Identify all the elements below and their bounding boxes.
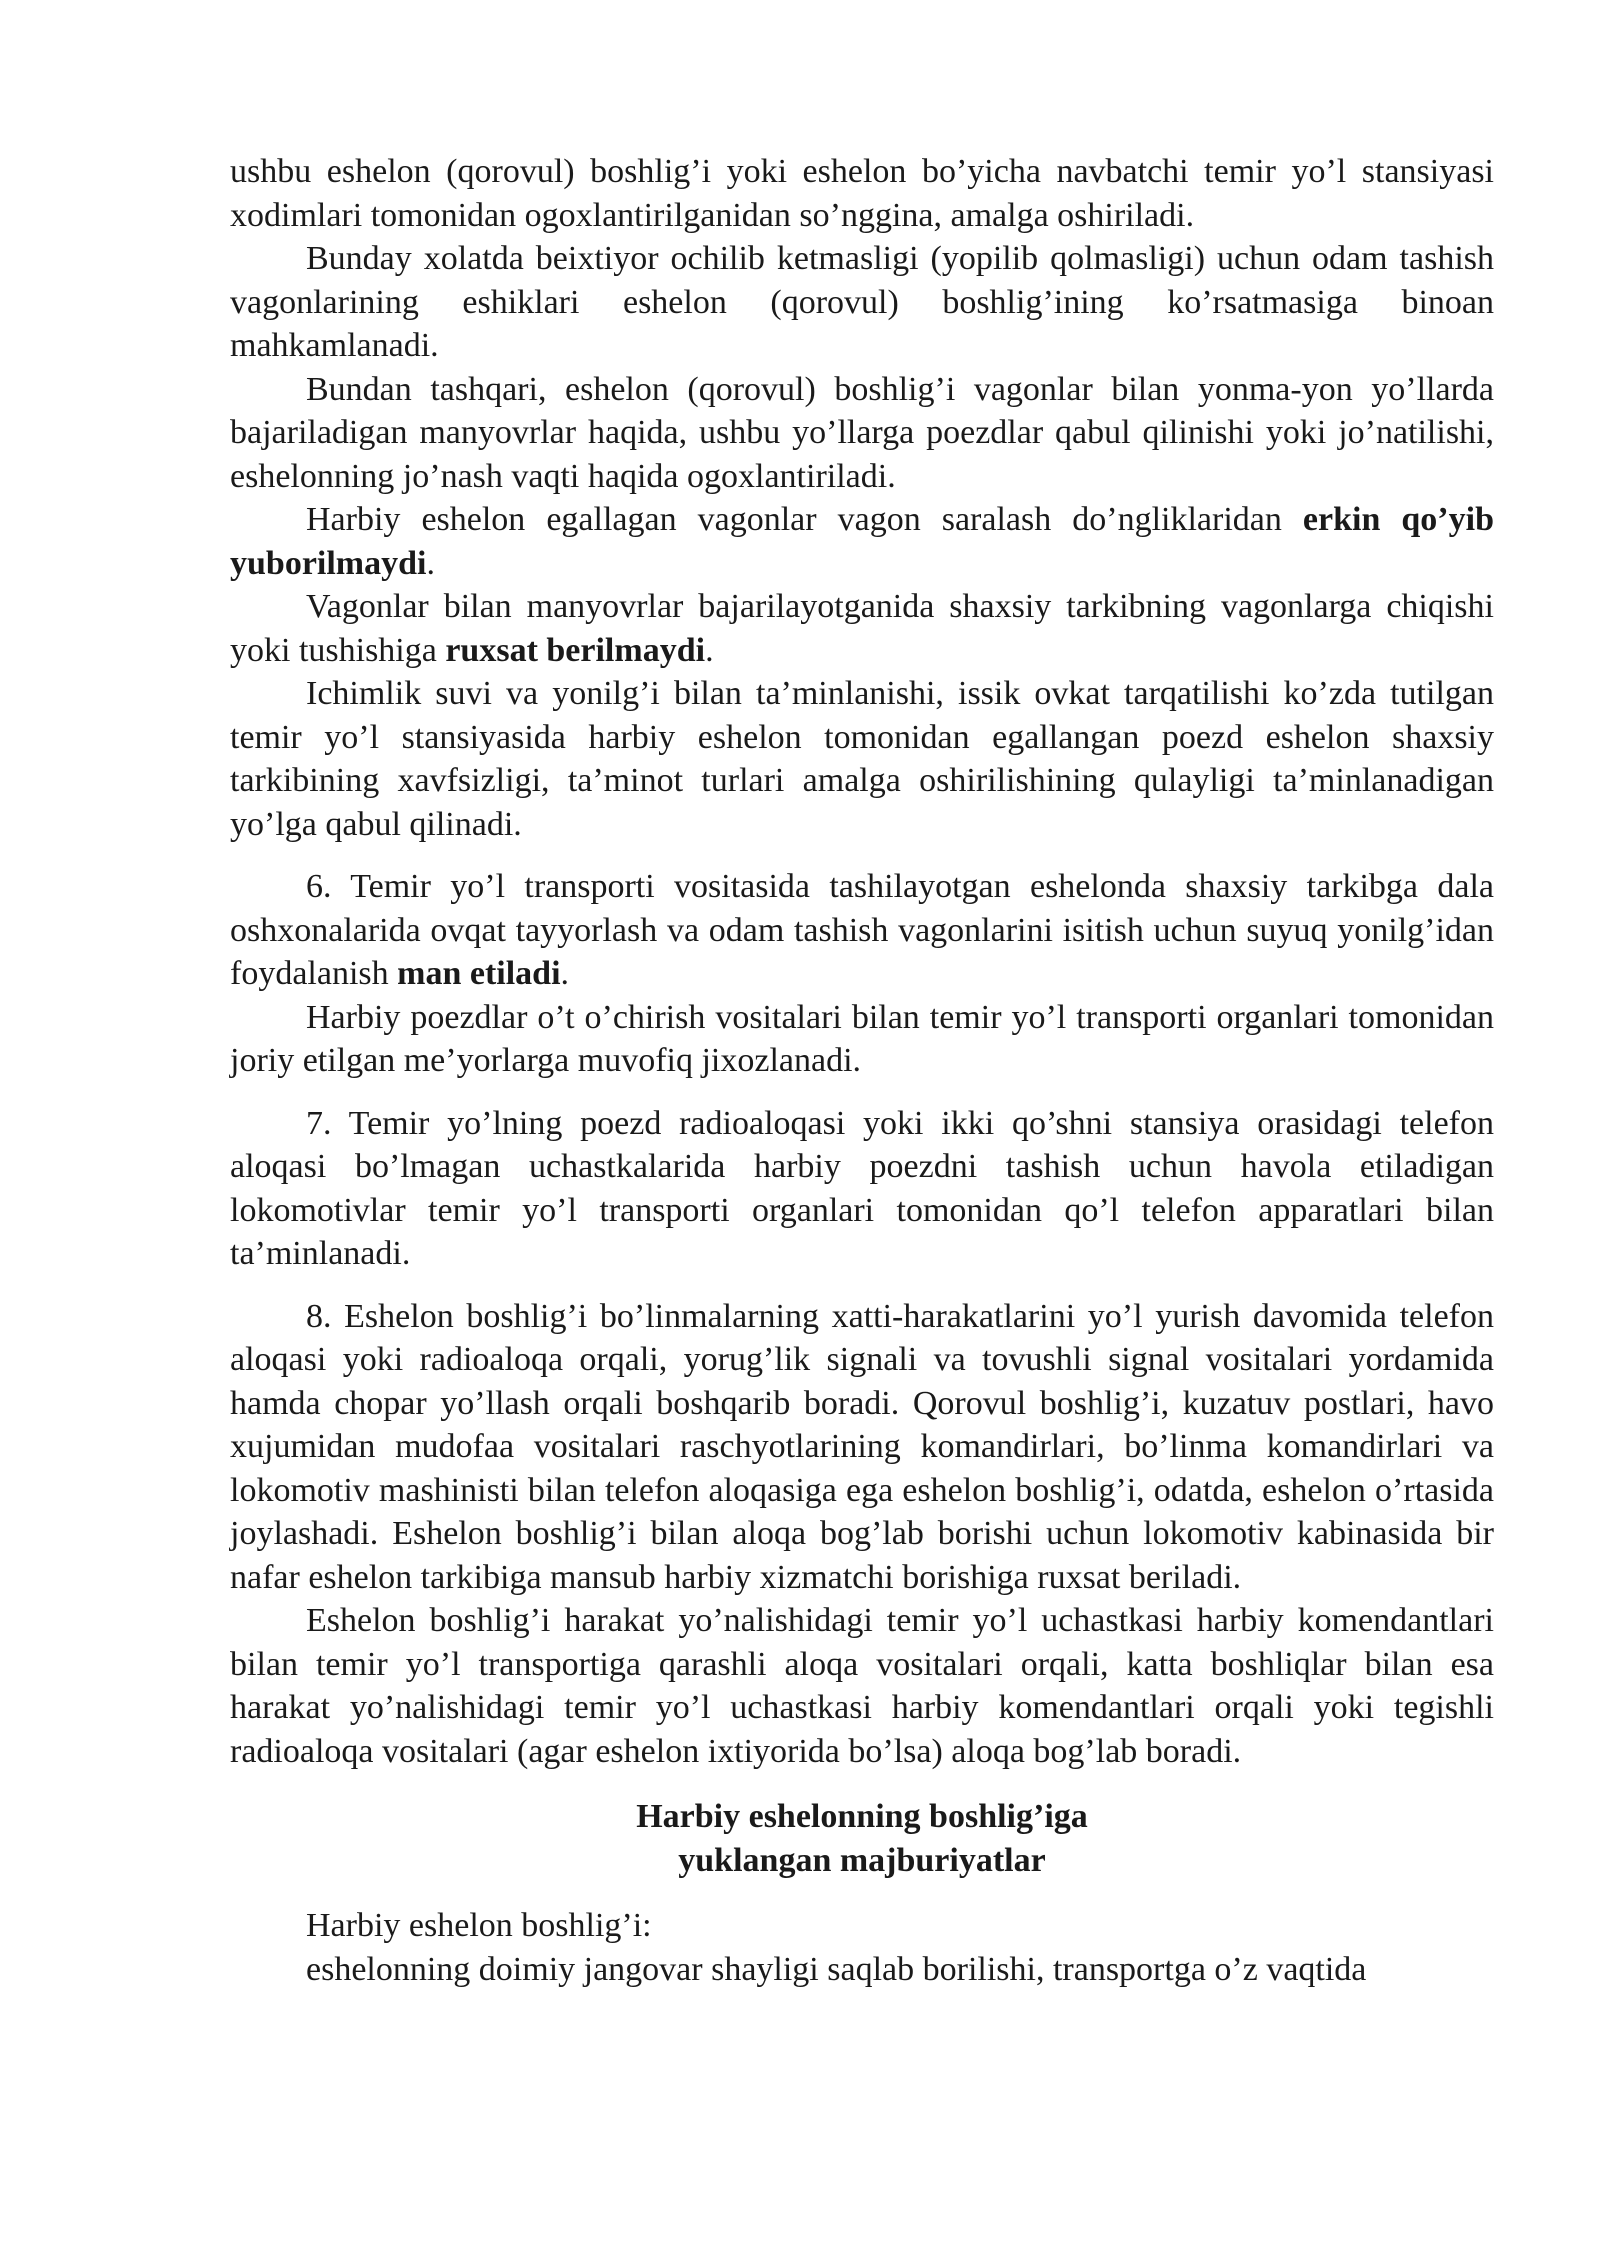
paragraph-boarding bbox=[230, 585, 1494, 672]
text-run: Vagonlar bilan manyovrlar bajarilayotganida shaxsiy tarkibning vagonlarga chiqishi yoki tushishiga bbox=[230, 588, 1494, 669]
paragraph-duties-intro: Harbiy eshelon boshlig’i: bbox=[306, 1907, 652, 1944]
bold-emphasis: ruxsat berilmaydi bbox=[445, 631, 706, 669]
paragraph-maneuver-warning: Bundan tashqari, eshelon (qorovul) boshlig’i vagonlar bilan yonma-yon yo’llarda bajariladigan manyovrlar haqida, ushbu yo’llarga poezdlar qabul qilinishi yoki jo’natilishi, eshelonning jo’nash vaqti haqida ogoxlantiriladi. bbox=[230, 370, 1494, 495]
paragraph-section-6 bbox=[230, 865, 1494, 996]
spacer bbox=[230, 1882, 1494, 1904]
bold-emphasis: man etiladi bbox=[397, 955, 561, 992]
text-run: Harbiy eshelon egallagan vagonlar vagon saralash do’ngliklaridan bbox=[306, 501, 1303, 538]
bold-emphasis: erkin qo’yib yuborilmaydi bbox=[230, 501, 1494, 582]
text-run: 6. Temir yo’l transporti vositasida tashilayotgan eshelonda shaxsiy tarkibga dala oshxonalarida ovqat tayyorlash va odam tashish vagonlarini isitish uchun suyuq yonilg’idan foydalanish bbox=[230, 868, 1494, 992]
text-run: . bbox=[426, 544, 435, 582]
paragraph-fire-equipment: Harbiy poezdlar o’t o’chirish vositalari bilan temir yo’l transporti organlari tomonidan joriy etilgan me’yorlarga muvofiq jixozlanadi. bbox=[230, 998, 1494, 1079]
heading-line-1: Harbiy eshelonning boshlig’iga bbox=[636, 1798, 1088, 1835]
paragraph-duties-first-item: eshelonning doimiy jangovar shayligi saqlab borilishi, transportga o’z vaqtida bbox=[306, 1950, 1367, 1988]
text-run: . bbox=[560, 955, 570, 992]
paragraph-door-fastening: Bunday xolatda beixtiyor ochilib ketmasligi (yopilib qolmasligi) uchun odam tashish vagonlarining eshiklari eshelon (qorovul) boshlig’ining ko’rsatmasiga binoan mahkamlanadi. bbox=[230, 240, 1494, 364]
paragraph-hump-yard bbox=[230, 498, 1494, 585]
document-page bbox=[230, 150, 1494, 1991]
text-run: . bbox=[705, 631, 714, 669]
heading-line-2: yuklangan majburiyatlar bbox=[678, 1841, 1046, 1879]
paragraph-water-fuel-supply: Ichimlik suvi va yonilg’i bilan ta’minlanishi, issik ovkat tarqatilishi ko’zda tutilgan temir yo’l stansiyasida harbiy eshelon tomonidan egallangan poezd eshelon shaxsiy tarkibining xavfsizligi, ta’minot turlari amalga oshirilishining qulayligi ta’minlanadigan yo’lga qabul qilinadi. bbox=[230, 675, 1494, 843]
paragraph-section-7: 7. Temir yo’lning poezd radioaloqasi yoki ikki qo’shni stansiya orasidagi telefon aloqasi bo’lmagan uchastkalarida harbiy poezdni tashish uchun havola etiladigan lokomotivlar temir yo’l transporti organlari tomonidan qo’l telefon apparatlari bilan ta’minlanadi. bbox=[230, 1104, 1494, 1272]
section-heading bbox=[230, 1795, 1494, 1882]
paragraph-continuation: ushbu eshelon (qorovul) boshlig’i yoki eshelon bo’yicha navbatchi temir yo’l stansiyasi xodimlari tomonidan ogoxlantirilganidan so’nggina, amalga oshiriladi. bbox=[230, 153, 1494, 234]
paragraph-commandant-communication: Eshelon boshlig’i harakat yo’nalishidagi temir yo’l uchastkasi harbiy komendantlari bilan temir yo’l transportiga qarashli aloqa vositalari orqali, katta boshliqlar bilan esa harakat yo’nalishidagi temir yo’l uchastkasi harbiy komendantlari orqali yoki tegishli radioaloqa vositalari (agar eshelon ixtiyorida bo’lsa) aloqa bog’lab boradi. bbox=[230, 1602, 1494, 1770]
paragraph-section-8: 8. Eshelon boshlig’i bo’linmalarning xatti-harakatlarini yo’l yurish davomida telefon aloqasi yoki radioaloqa orqali, yorug’lik signali va tovushli signal vositalari yordamida hamda chopar yo’llash orqali boshqarib boradi. Qorovul boshlig’i, kuzatuv postlari, havo xujumidan mudofaa vositalari raschyotlarining komandirlari, bo’linma komandirlari va lokomotiv mashinisti bilan telefon aloqasiga ega eshelon boshlig’i, odatda, eshelon o’rtasida joylashadi. Eshelon boshlig’i bilan aloqa bog’lab borishi uchun lokomotiv kabinasida bir nafar eshelon tarkibiga mansub harbiy xizmatchi borishiga ruxsat beriladi. bbox=[230, 1297, 1494, 1596]
